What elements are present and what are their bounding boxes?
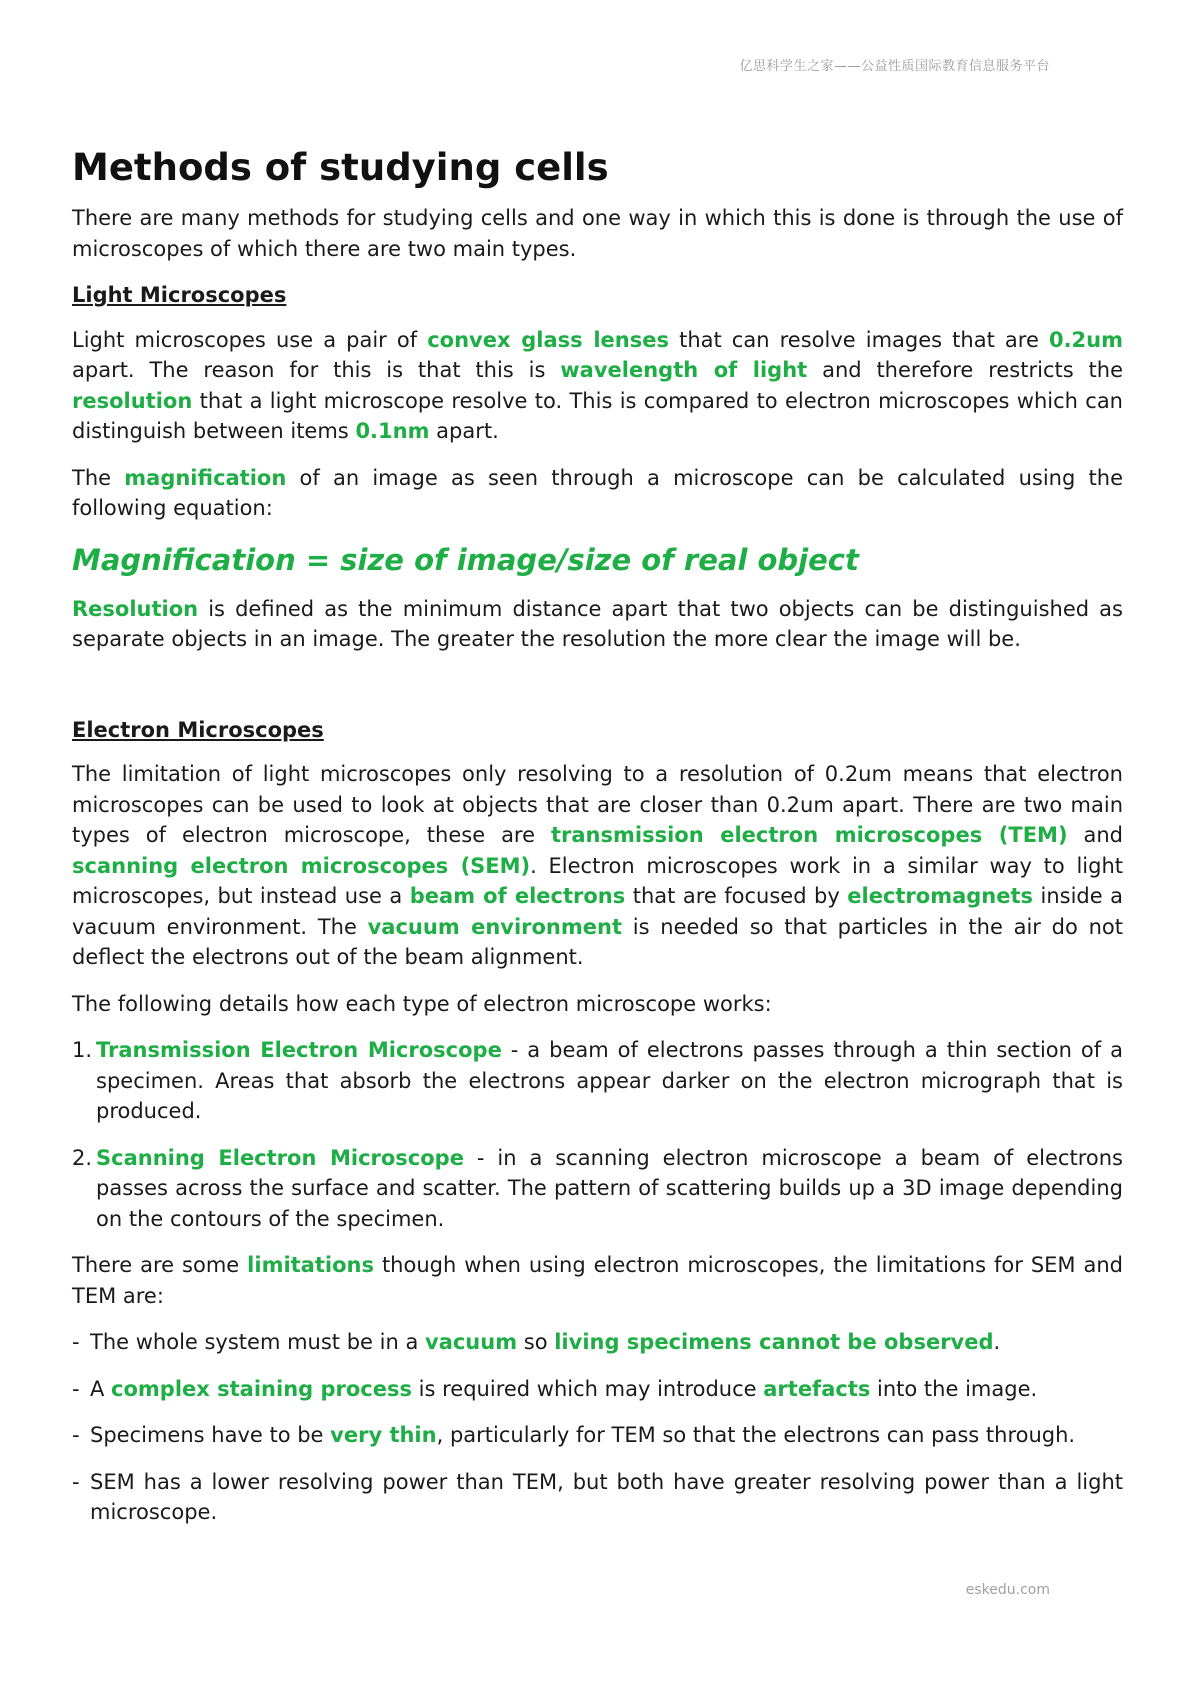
light-microscopes-heading: Light Microscopes [72,283,287,307]
term-resolution: resolution [72,388,193,413]
list-item: 1. Transmission Electron Microscope - a beam of electrons passes through a thin section of a specimen. Areas that absorb the electrons appear darker on the electron micrograph that is produced. [72,1035,1123,1127]
light-paragraph-2: The magnification of an image as seen through a microscope can be calculated using the following equation: [72,465,1123,520]
resolution-paragraph: Resolution is defined as the minimum distance apart that two objects can be distinguished as separate objects in an image. The greater the resolution the more clear the image will be. [72,596,1123,651]
document-body [72,143,1123,1544]
list-item: 2. Scanning Electron Microscope - in a scanning electron microscope a beam of electrons passes across the surface and scatter. The pattern of scattering builds up a 3D image depending on the contours of the specimen. [72,1143,1123,1235]
term-sem: scanning electron microscopes (SEM) [72,853,531,878]
page-title: Methods of studying cells [72,146,609,189]
term-scanning-electron-microscope: Scanning Electron Microscope [96,1145,464,1170]
term-0-1nm: 0.1nm [355,419,430,443]
dash-bullet: - [72,1376,80,1401]
term-electromagnets: electromagnets [847,884,1034,908]
electron-microscopes-heading: Electron Microscopes [72,717,324,742]
electron-paragraph-1: The limitation of light microscopes only resolving to a resolution of 0.2um means that electron microscopes can be used to look at objects that are closer than 0.2um apart. There are two main types of electron microscope, these are transmission electron microscopes (TEM) and scanning electron microscopes (SEM). Electron microscopes work in a similar way to light microscopes, but instead use a beam of electrons that are focused by electromagnets inside a vacuum environment. The vacuum environment is needed so that particles in the air do not deflect the electrons out of the beam alignment. [72,762,1124,969]
term-beam-of-electrons: beam of electrons [409,884,626,908]
term-convex-glass-lenses: convex glass lenses [427,327,669,352]
header-note: 亿思科学生之家——公益性质国际教育信息服务平台 [739,59,1050,74]
list-item: - SEM has a lower resolving power than TEM, but both have greater resolving power than a light microscope. [72,1467,1123,1528]
limitations-paragraph: There are some limitations though when using electron microscopes, the limitations for SEM and TEM are: [72,1253,1124,1308]
term-artefacts: artefacts [763,1376,871,1401]
term-0-2um: 0.2um [1048,327,1123,352]
intro-paragraph: There are many methods for studying cells and one way in which this is done is through the use of microscopes of which there are two main types. [72,206,1123,261]
term-living-specimens: living specimens cannot be observed [554,1330,994,1354]
term-vacuum: vacuum [425,1330,518,1354]
term-wavelength-of-light: wavelength of light [560,358,808,382]
list-number: 2. [72,1145,93,1170]
list-number: 1. [72,1038,93,1062]
list-item: - A complex staining process is required which may introduce artefacts into the image. [72,1374,1123,1405]
term-transmission-electron-microscope: Transmission Electron Microscope [96,1038,502,1062]
term-very-thin: very thin [330,1423,437,1447]
list-item: - The whole system must be in a vacuum so living specimens cannot be observed. [72,1327,1123,1358]
dash-bullet: - [72,1469,80,1494]
section-spacer [72,671,1123,715]
term-tem: transmission electron microscopes (TEM) [550,823,1068,847]
light-paragraph-1: Light microscopes use a pair of convex glass lenses that can resolve images that are 0.2um apart. The reason for this is that this is wavelength of light and therefore restricts the resolution that a light microscope resolve to. This is compared to electron microscopes which can distinguish between items 0.1nm apart. [72,327,1124,443]
magnification-equation: Magnification = size of image/size of real object [72,542,859,577]
dash-bullet: - [72,1423,80,1447]
list-item: - Specimens have to be very thin, particularly for TEM so that the electrons can pass through. [72,1420,1123,1451]
term-magnification: magnification [124,465,287,490]
dash-bullet: - [72,1330,80,1354]
limitations-list [72,1327,1123,1528]
electron-paragraph-2: The following details how each type of electron microscope works: [72,991,772,1016]
term-vacuum-environment: vacuum environment [367,914,623,939]
term-limitations: limitations [247,1253,374,1277]
term-resolution-definition: Resolution [72,596,199,621]
microscope-types-list [72,1035,1123,1234]
footer-site: eskedu.com [965,1582,1050,1598]
term-complex-staining-process: complex staining process [111,1376,412,1401]
